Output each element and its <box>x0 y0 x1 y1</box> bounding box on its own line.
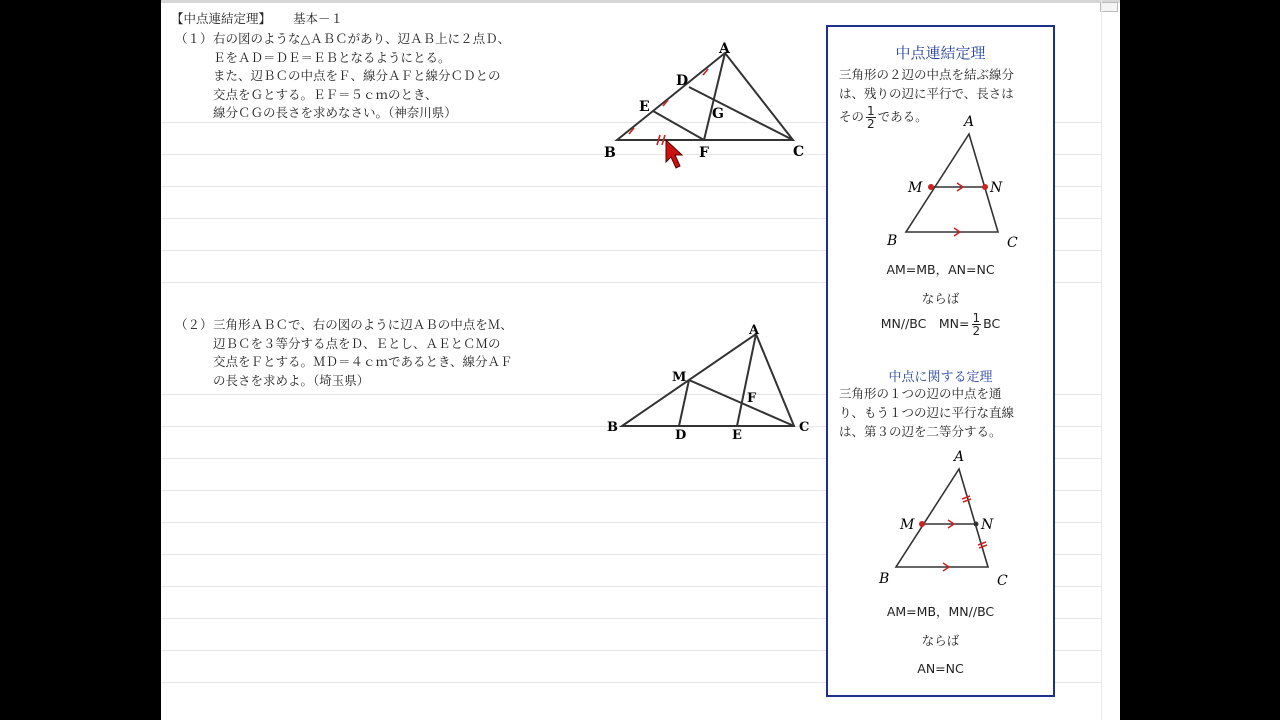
theorem-2-then: ならば <box>921 633 960 648</box>
theorem-1-then: ならば <box>921 291 960 306</box>
point-label-f: F <box>699 145 709 161</box>
fraction-denominator: 2 <box>972 324 981 338</box>
point-label-m: M <box>908 180 923 196</box>
point-label-n: N <box>981 517 994 533</box>
vertex-label-b: B <box>887 233 898 249</box>
point-label-d: D <box>676 73 689 89</box>
theorem-2-desc-line: り、もう１つの辺に平行な直線 <box>839 405 1015 420</box>
vertex-label-c: C <box>997 573 1008 589</box>
midpoint-m-dot <box>928 184 934 190</box>
vertex-label-c: C <box>799 420 810 435</box>
vertex-label-c: C <box>793 144 805 160</box>
point-label-e: E <box>639 99 650 115</box>
mouse-pointer-icon <box>666 140 682 168</box>
theorem-2-description <box>839 384 1014 441</box>
fraction-denominator: 2 <box>867 117 875 131</box>
theorem-2-result: AN=NC <box>917 661 964 676</box>
vertex-label-b: B <box>607 420 618 435</box>
point-label-e: E <box>732 428 742 443</box>
problem-1-figure <box>591 35 821 180</box>
problem-2-number: （２） <box>175 317 213 332</box>
heading-subtitle: 基本－１ <box>293 11 344 26</box>
point-label-f: F <box>747 391 757 406</box>
one-half-fraction <box>866 105 876 130</box>
theorem-figure-2 <box>868 447 1028 592</box>
problem-1-number: （１） <box>175 31 213 46</box>
segment-cd <box>689 87 793 140</box>
desc-suffix: である。 <box>877 109 928 124</box>
problem-1-line: 交点をＧとする。ＥＦ＝５ｃｍのとき、 <box>213 86 438 102</box>
point-label-n: N <box>990 180 1003 196</box>
problem-1-line: また、辺ＢＣの中点をＦ、線分ＡＦと線分ＣＤとの <box>213 68 501 83</box>
point-label-m: M <box>900 517 915 533</box>
point-label-d: D <box>675 428 687 443</box>
theorem-summary-panel <box>826 25 1055 697</box>
point-label-g: G <box>712 106 724 122</box>
midpoint-n-dot <box>982 184 988 190</box>
problem-2-figure <box>601 318 821 446</box>
theorem-figure-1 <box>878 112 1028 252</box>
triangle-abc <box>622 334 794 426</box>
problem-2-line: の長さを求めよ。（埼玉県） <box>213 372 370 388</box>
vertex-label-c: C <box>1007 235 1018 251</box>
one-half-fraction <box>972 312 982 337</box>
result-prefix: MN//BC MN= <box>880 316 970 331</box>
vertex-label-a: A <box>964 114 975 130</box>
vertex-label-a: A <box>749 323 760 338</box>
window-corner-handle[interactable] <box>1100 2 1118 12</box>
point-n-dot <box>974 522 979 527</box>
vertex-label-a: A <box>954 449 965 465</box>
theorem-1-result <box>828 312 1053 337</box>
theorem-2-desc-line: は、第３の辺を二等分する。 <box>839 424 1002 439</box>
theorem-2-condition: AM=MB，MN//BC <box>886 604 995 619</box>
segment-ae <box>737 334 756 426</box>
problem-1-line: 線分ＣＧの長さを求めなさい。（神奈川県） <box>213 105 457 120</box>
equal-length-tick <box>962 496 970 499</box>
equal-length-tick <box>963 499 971 502</box>
problem-2-line: 辺ＢＣを３等分する点をＤ、Ｅとし、ＡＥとＣＭの <box>213 335 501 351</box>
heading-title: 【中点連結定理】 <box>171 11 272 26</box>
theorem-title: 中点連結定理 <box>895 44 986 62</box>
result-suffix: BC <box>983 316 1001 331</box>
theorem-2-title: 中点に関する定理 <box>888 370 993 385</box>
theorem-desc-line: は、残りの辺に平行で、長さは <box>839 86 1014 101</box>
problem-1-line: ＥをＡＤ＝ＤＥ＝ＥＢとなるようにとる。 <box>213 49 451 65</box>
vertex-label-b: B <box>879 571 890 587</box>
segment-ef <box>653 111 704 140</box>
theorem-1-condition: AM=MB，AN=NC <box>886 262 995 277</box>
problem-2-line: 交点をＦとする。ＭＤ＝４ｃｍであるとき、線分ＡＦ <box>213 354 513 369</box>
worksheet-heading <box>171 9 365 27</box>
fraction-numerator: 1 <box>867 104 875 118</box>
theorem-2-desc-line: 三角形の１つの辺の中点を通 <box>839 386 1002 401</box>
column-guide <box>1101 0 1102 720</box>
vertex-label-a: A <box>719 41 730 57</box>
vertex-label-b: B <box>604 145 616 161</box>
midpoint-m-dot <box>919 521 925 527</box>
window-top-bar <box>161 0 1120 3</box>
fraction-numerator: 1 <box>972 311 981 325</box>
problem-1-line: 右の図のような△ＡＢＣがあり、辺ＡＢ上に２点Ｄ、 <box>213 31 511 46</box>
point-label-m: M <box>672 370 687 385</box>
theorem-description <box>839 65 1014 103</box>
worksheet-page <box>161 0 1120 720</box>
problem-2-line: 三角形ＡＢＣで、右の図のように辺ＡＢの中点をＭ、 <box>213 317 513 332</box>
theorem-desc-line: 三角形の２辺の中点を結ぶ線分 <box>839 67 1015 82</box>
desc-prefix: その <box>839 109 865 124</box>
